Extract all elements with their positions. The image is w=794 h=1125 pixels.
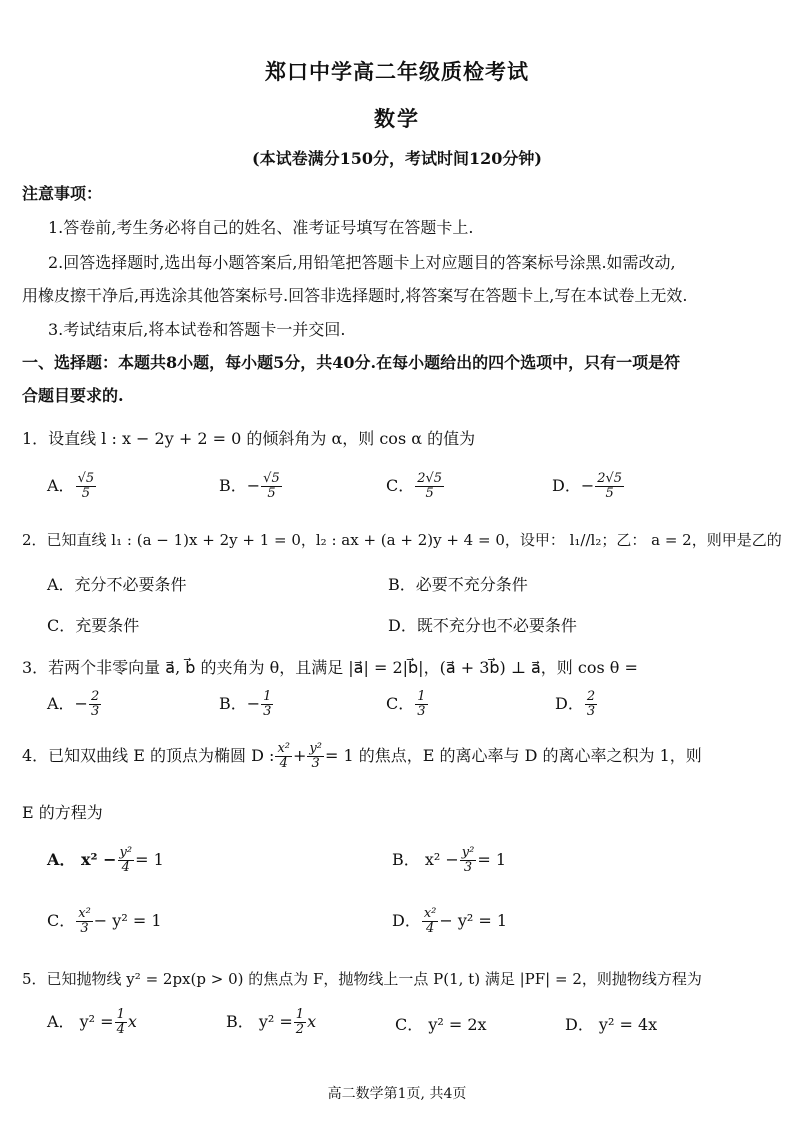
- subject-title: 数学: [374, 106, 420, 131]
- q5-option-c: C． y² = 2x: [395, 1015, 487, 1034]
- q2-option-a: A．充分不必要条件: [47, 575, 187, 594]
- note-1: 1.答卷前,考生务必将自己的姓名、准考证号填写在答题卡上.: [48, 218, 474, 237]
- q4-option-a: A． x² − $\frac{\text{y²}}{4}$ = 1: [47, 845, 164, 875]
- q2-option-b: B．必要不充分条件: [388, 575, 528, 594]
- exam-subtitle: (本试卷满分150分，考试时间120分钟): [252, 149, 542, 168]
- section-heading-cont: 合题目要求的.: [22, 386, 124, 405]
- q4-option-c: C． $\frac{\text{x²}}{3}$ − y² = 1: [47, 906, 162, 936]
- q5-option-d: D． y² = 4x: [565, 1015, 658, 1034]
- question-4-stem: 4．已知双曲线 E 的顶点为椭圆 D : $\frac{\text{x²}}{4}$ + $\frac{\text{y²}}{3}$ = 1 的焦点，E 的离心率与 D 的离心率之积为 1，则: [22, 741, 702, 771]
- exam-title: 郑口中学高二年级质检考试: [265, 59, 529, 84]
- question-5-stem: 5．已知抛物线 y² = 2px(p > 0) 的焦点为 F，抛物线上一点 P(1, t) 满足 |PF| = 2，则抛物线方程为: [22, 970, 702, 988]
- q1-option-d: D．− $\frac{2√5}{5}$: [552, 471, 623, 501]
- q3-option-b: B．− $\frac{1}{3}$: [219, 689, 272, 719]
- notes-heading: 注意事项：: [22, 184, 103, 203]
- question-2-stem: 2．已知直线 l₁ : (a − 1)x + 2y + 1 = 0，l₂ : ax + (a + 2)y + 4 = 0，设甲： l₁//l₂；乙： a = 2，则甲是乙的: [22, 531, 782, 549]
- note-2-cont: 用橡皮擦干净后,再选涂其他答案标号.回答非选择题时,将答案写在答题卡上,写在本试卷上无效.: [22, 286, 688, 305]
- q3-option-a: A．− $\frac{2}{3}$: [47, 689, 100, 719]
- q1-option-a: A． $\frac{√5}{5}$: [47, 471, 95, 501]
- note-3: 3.考试结束后,将本试卷和答题卡一并交回.: [48, 320, 346, 339]
- q3-option-c: C． $\frac{1}{3}$: [386, 689, 426, 719]
- q2-option-c: C．充要条件: [47, 616, 140, 635]
- section-heading: 一、选择题：本题共8小题，每小题5分，共40分.在每小题给出的四个选项中，只有一项是符: [22, 353, 681, 372]
- question-4-stem-cont: E 的方程为: [22, 803, 103, 822]
- q3-option-d: D． $\frac{2}{3}$: [555, 689, 596, 719]
- page-footer: 高二数学第1页, 共4页: [327, 1086, 467, 1102]
- q1-option-b: B．− $\frac{√5}{5}$: [219, 471, 280, 501]
- q4-option-d: D． $\frac{\text{x²}}{4}$ − y² = 1: [392, 906, 508, 936]
- q2-option-d: D．既不充分也不必要条件: [388, 616, 577, 635]
- q5-option-a: A． y² = $\frac{1}{4}$ x: [47, 1007, 137, 1037]
- question-1-stem: 1．设直线 l : x − 2y + 2 = 0 的倾斜角为 α，则 cos α 的值为: [22, 429, 476, 448]
- q5-option-b: B． y² = $\frac{1}{2}$ x: [226, 1007, 317, 1037]
- q1-option-c: C． $\frac{2√5}{5}$: [386, 471, 443, 501]
- question-3-stem: 3．若两个非零向量 a⃗, b⃗ 的夹角为 θ，且满足 |a⃗| = 2|b⃗|，(a⃗ + 3b⃗) ⊥ a⃗，则 cos θ =: [22, 658, 638, 677]
- note-2: 2.回答选择题时,选出每小题答案后,用铅笔把答题卡上对应题目的答案标号涂黑.如需改动,: [48, 253, 676, 272]
- q4-option-b: B． x² − $\frac{\text{y²}}{3}$ = 1: [392, 845, 507, 875]
